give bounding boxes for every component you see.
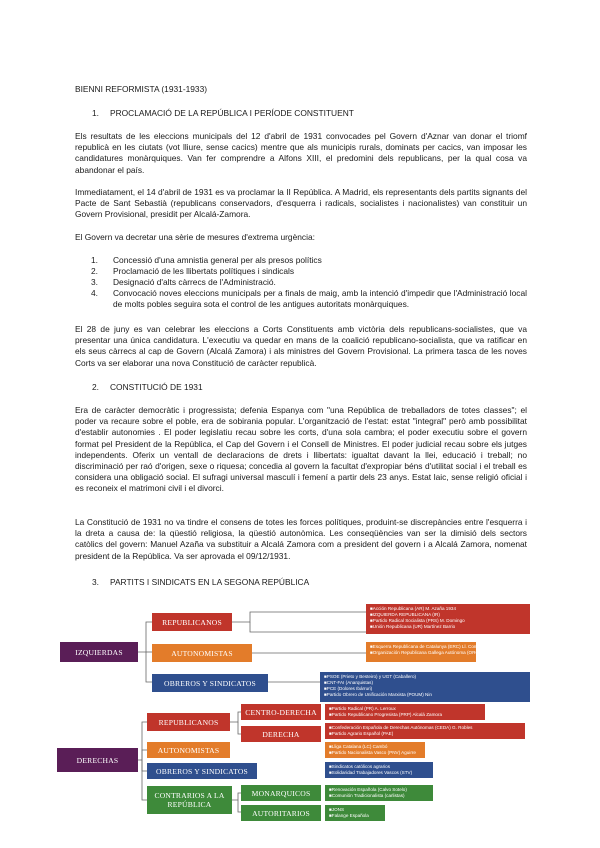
der-autonomistas-box: AUTONOMISTAS [147, 742, 230, 758]
der-autoritarios-box: AUTORITARIOS [241, 805, 321, 821]
der-derecha-box: DERECHA [241, 726, 321, 742]
derechas-box: DERECHAS [57, 748, 138, 772]
izq-autonomistas-details: ■Esquerra Republicana de Catalunya (ERC) Ll. Companys ■Organización Republicana Gallega Autónoma (ORGA) Casares Quiroga [366, 642, 476, 662]
der-centro-derecha-box: CENTRO-DERECHA [241, 704, 321, 720]
paragraph-5: Era de caràcter democràtic i progressista; defenia Espanya com "una República de treballadors de totes classes"; el poder va recaure sobre el poble, era de sobirania popular. L'organització de l'estat: estat "integral" però amb possibilitat d'establir autonomies . El poder legislatiu recau sobre les corts, d'una sola cambra; el poder executiu sobre el govern format pel President de la República, el Cap del Govern i el Consell de Ministres. El poder judicial recau sobre els jutges independents. Oferix un ventall de declaracions de drets i llibertats: igualtat davant la llei, educació i treball; no discriminació per raó d'origen, sexe o riquesa; concedia al govern la facultat d'expropiar béns d'utilitat social i el treball es considera una obligació social. El sufragi universal masculí i femení a partir dels 23 anys. Estat laic, sense religió oficial i es reconeix el matrimoni civil i el divorci. [75, 405, 527, 494]
izq-obreros-details: ■PSOE (Prieto y Besteiro) y UGT (Caballero) ■CNT-FAI (Anarquistas) ■PCE (Dolores Ibárruri) ■Partido Obrero de Unificación Marxista (POUM) Nin [320, 672, 530, 702]
paragraph-4: El 28 de juny es van celebrar les eleccions a Corts Constituents amb victòria dels republicans-socialistes, que va presentar una única candidatura. L'executiu va quedar en mans de la coalició republicano-socialista, que va ratificar en els seus càrrecs al cap de Govern (Alcalá Zamora) i als ministres del Govern Provisional. La primera tasca de les noves Corts va ser elaborar una nova Constitució de caràcter republicà. [75, 324, 527, 368]
section-heading-1: 1. PROCLAMACIÓ DE LA REPÚBLICA I PERÍODE CONSTITUENT [92, 108, 354, 118]
izquierdas-box: IZQUIERDAS [60, 642, 138, 662]
der-republicanos-box: REPUBLICANOS [147, 713, 230, 731]
list-item: 4. Convocació noves eleccions municipals per a finals de maig, amb la intenció d'impedir que l'Administració local de molts pobles seguira sota el control de les antigues autoritats monàrquiques. [91, 288, 527, 310]
der-obreros-box: OBREROS Y SINDICATOS [147, 763, 257, 779]
der-autoritarios-details: ■JONS ■Falange Española [325, 805, 385, 821]
list-item: 1. Concessió d'una amnistia general per als presos polítics [91, 255, 322, 265]
paragraph-1: Els resultats de les eleccions municipals del 12 d'abril de 1931 convocades pel Govern d'Aznar van donar el triomf republicà en les ciutats (vot lliure, sense cacics) mentre que als municipis rurals, dominats per cacics, van imposar les candidatures monàrquiques. Van fer comprendre a Alfons XIII, el predomini dels republicans, per la qual cosa va abandonar el país. [75, 131, 527, 175]
der-contrarios-box: CONTRARIOS A LA REPÚBLICA [147, 786, 232, 814]
list-item: 3. Designació d'alts càrrecs de l'Administració. [91, 277, 276, 287]
section-heading-3: 3. PARTITS I SINDICATS EN LA SEGONA REPÚBLICA [92, 577, 310, 587]
der-centro-derecha-details: ■Partido Radical (PR) A. Lerroux ■Partido Republicano Progresista (PRP) Alcalá Zamora [325, 704, 485, 720]
paragraph-2: Immediatament, el 14 d'abril de 1931 es va proclamar la II República. A Madrid, els representants dels partits signants del Pacte de Sant Sebastià (republicans conservadors, d'esquerra i radicals, socialistes i nacionalistes) van constituir un Govern Provisional, presidit per Alcalá-Zamora. [75, 187, 527, 220]
izq-obreros-box: OBREROS Y SINDICATOS [152, 674, 268, 692]
page-title: BIENNI REFORMISTA (1931-1933) [75, 84, 208, 94]
paragraph-3: El Govern va decretar una sèrie de mesures d'extrema urgència: [75, 232, 315, 242]
der-monarquicos-box: MONARQUICOS [241, 785, 321, 801]
section-heading-2: 2. CONSTITUCIÓ DE 1931 [92, 382, 203, 392]
der-monarquicos-details: ■Renovación Española (Calvo Sotelo) ■Comunión Tradicionalista (carlistas) [325, 785, 433, 801]
izq-autonomistas-box: AUTONOMISTAS [152, 644, 252, 662]
izq-republicanos-details: ■Acción Republicana (AR) M. Azaña 1934 ■IZQUIERDA REPUBLICANA (IR) ■Partido Radical Socialista (PRS) M. Domingo ■Unión Republicana (UR) Martínez Barrio [366, 604, 530, 634]
der-derecha-details: ■Confederación Española de Derechas Autónomas (CEDA) G. Robles ■Partido Agrario Español (PAE) [325, 723, 525, 739]
der-autonomistas-details: ■Lliga Catalana (LC) Cambó ■Partido Nacionalista Vasco (PNV) Aguirre [325, 742, 425, 758]
der-obreros-details: ■Sindicatos católicos agrarios ■Solidaridad Trabajadores Vascos (STV) [325, 762, 433, 778]
paragraph-6: La Constitució de 1931 no va tindre el consens de totes les forces polítiques, produint-se discrepàncies entre l'esquerra i la dreta a causa de: la qüestió religiosa, la qüestió autonòmica. Les conseqüències van ser la dimisió dels sectors catòlics del govern: Manuel Azaña va substituir a Alcalá Zamora com a president del govern i a Alcalá Zamora, nomenat president de la República. Va ser aprovada el 09/12/1931. [75, 517, 527, 561]
izq-republicanos-box: REPUBLICANOS [152, 613, 232, 631]
list-item: 2. Proclamació de les llibertats polítiques i sindicals [91, 266, 295, 276]
